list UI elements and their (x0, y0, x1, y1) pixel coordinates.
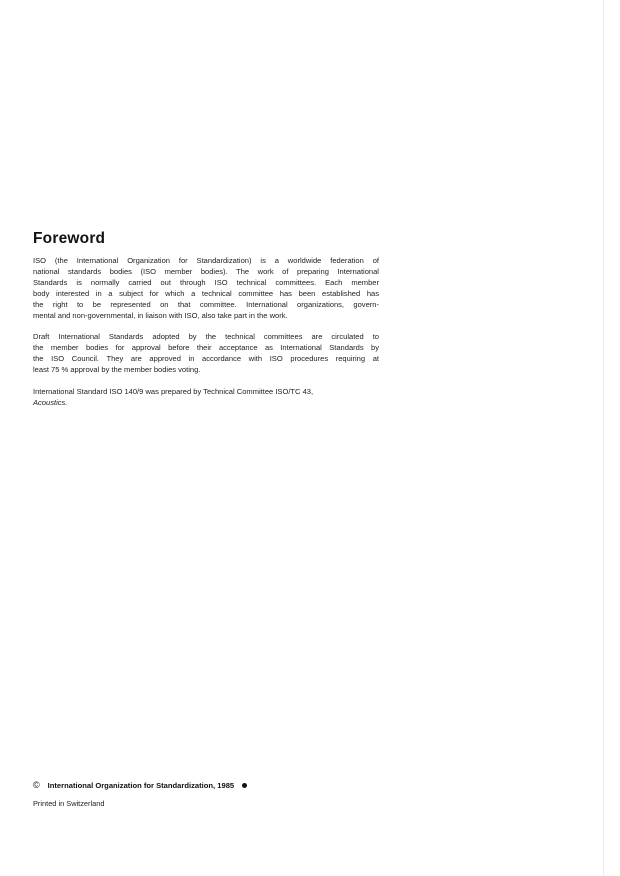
foreword-paragraph-2 (33, 332, 379, 376)
paragraph-1-line: mental and non-governmental, in liaison with ISO, also take part in the work. (33, 310, 288, 320)
foreword-section (33, 230, 379, 420)
paragraph-1-line: Standards is normally carried out through ISO technical committees. Each member (33, 277, 379, 287)
paragraph-2-line: the member bodies for approval before their acceptance as International Standards by (33, 343, 379, 353)
paragraph-1-line: national standards bodies (ISO member bodies). The work of preparing International (33, 266, 379, 276)
paragraph-1-line: ISO (the International Organization for Standardization) is a worldwide federation of (33, 256, 379, 265)
paragraph-3-line: International Standard ISO 140/9 was prepared by Technical Committee ISO/TC 43, (33, 387, 314, 397)
bullet-icon (242, 783, 247, 788)
copyright-line (33, 780, 247, 790)
copyright-icon: © (33, 780, 40, 790)
paragraph-1-line: the right to be represented on that committee. International organizations, govern- (33, 299, 379, 309)
paragraph-2-line: Draft International Standards adopted by the technical committees are circulated to (33, 332, 379, 342)
copyright-text: International Organization for Standardization, 1985 (47, 780, 235, 790)
printed-in-text: Printed in Switzerland (33, 799, 105, 808)
foreword-paragraph-1 (33, 256, 379, 321)
paragraph-2-line: least 75 % approval by the member bodies voting. (33, 365, 201, 375)
foreword-title: Foreword (33, 230, 106, 247)
committee-title: Acoustics. (33, 397, 68, 407)
paragraph-2-line: the ISO Council. They are approved in accordance with ISO procedures requiring at (33, 354, 379, 364)
paragraph-1-line: body interested in a subject for which a technical committee has been established has (33, 288, 379, 298)
foreword-paragraph-3 (33, 387, 379, 409)
page-edge-line (603, 0, 604, 876)
